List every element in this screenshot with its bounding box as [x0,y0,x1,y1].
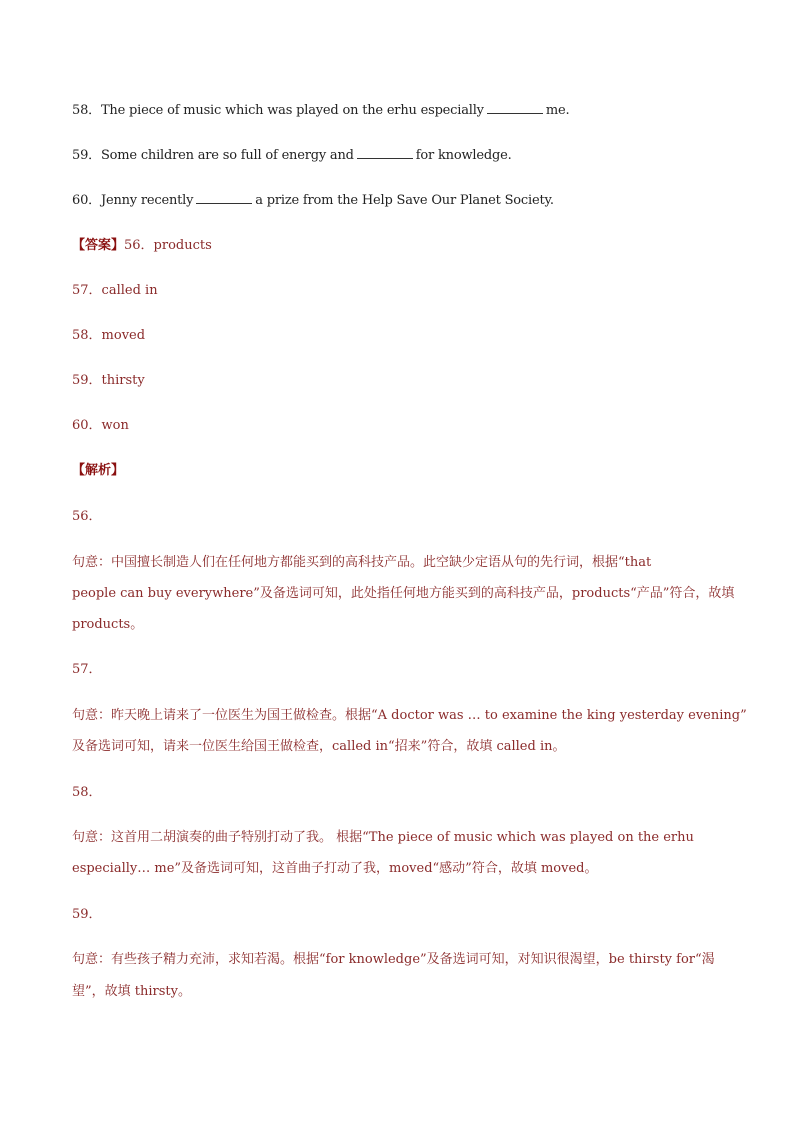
answer-59: 59．thirsty [72,373,145,388]
question-number: 60． [72,193,101,208]
answer-56: 56．products [124,238,212,253]
question-number: 58． [72,103,101,118]
analysis-number-56: 56． [72,509,102,524]
question-60 [72,193,554,209]
question-text-before: Some children are so full of energy and [100,148,354,163]
analysis-59-line-1: 句意：有些孩子精力充沛，求知若渴。根据“for knowledge”及备选词可知，对知识很渴望，be thirsty for“渴 [72,952,715,967]
question-text-before: The piece of music which was played on the erhu especially [100,103,484,118]
analysis-59-line-2: 望”，故填 thirsty。 [72,984,191,999]
analysis-number-58: 58． [72,785,102,800]
analysis-57-line-2: 及备选词可知，请来一位医生给国王做检查，called in“招来”符合，故填 called in。 [72,739,566,754]
analysis-56-line-1: 句意：中国擅长制造人们在任何地方都能买到的高科技产品。此空缺少定语从句的先行词，根据“that [72,555,652,570]
question-text-before: Jenny recently [100,193,194,208]
question-text-after: for knowledge. [415,148,512,163]
answer-blank [487,103,543,114]
answer-57: 57．called in [72,283,158,298]
question-59 [72,148,512,164]
answer-header [72,238,212,254]
question-number: 59． [72,148,101,163]
question-text-after: a prize from the Help Save Our Planet Society. [255,193,554,208]
answer-60: 60．won [72,418,129,433]
answer-label: 【答案】 [72,238,125,253]
analysis-58-line-1: 句意：这首用二胡演奏的曲子特别打动了我。 根据“The piece of music which was played on the erhu [72,830,694,845]
analysis-label: 【解析】 [72,463,125,478]
question-58 [72,103,569,119]
analysis-58-line-2: especially… me”及备选词可知，这首曲子打动了我，moved“感动”符合，故填 moved。 [72,861,598,876]
answer-blank [357,148,413,159]
analysis-56-line-2: people can buy everywhere”及备选词可知，此处指任何地方能买到的高科技产品，products“产品”符合，故填 [72,586,735,601]
answer-58: 58．moved [72,328,146,343]
answer-blank [196,193,252,204]
analysis-number-59: 59． [72,907,102,922]
analysis-56-line-3: products。 [72,617,144,632]
question-text-after: me. [545,103,570,118]
analysis-number-57: 57． [72,662,102,677]
analysis-57-line-1: 句意：昨天晚上请来了一位医生为国王做检查。根据“A doctor was … to examine the king yesterday evening” [72,708,747,723]
